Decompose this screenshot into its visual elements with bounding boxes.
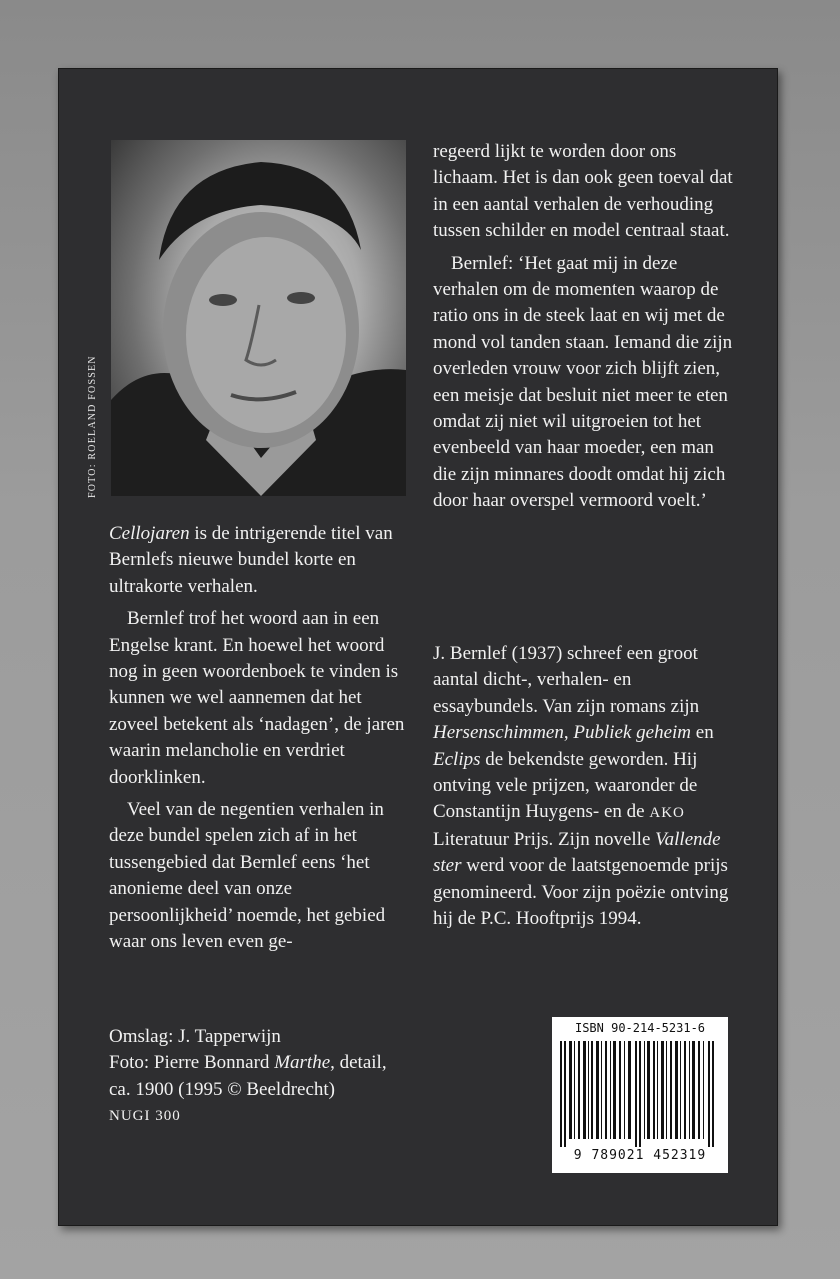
credit-text: , detail, ca. 1900 (1995 © Beeldrecht) bbox=[109, 1052, 387, 1100]
blurb-left-column bbox=[109, 521, 409, 956]
bio-book-title: Vallende ster bbox=[433, 828, 721, 877]
isbn-label: ISBN 90-214-5231-6 bbox=[574, 1021, 706, 1035]
photo-credit: FOTO: ROELAND FOSSEN bbox=[87, 355, 98, 498]
book-back-cover bbox=[58, 68, 778, 1226]
barcode-bars bbox=[558, 1041, 722, 1147]
bio-text: Literatuur Prijs. Zijn novelle bbox=[433, 828, 656, 850]
bio-text: en bbox=[691, 722, 714, 744]
portrait-illustration bbox=[111, 140, 406, 496]
bio-birth-year: (1937) bbox=[511, 643, 563, 664]
isbn-barcode bbox=[552, 1017, 728, 1173]
bio-text: werd voor de laatstgenoemde prijs genomineerd. Voor zijn poëzie ontving hij de P.C. Hooftprijs bbox=[433, 855, 729, 930]
bio-book-title: Publiek geheim bbox=[573, 722, 692, 744]
blurb-paragraph-5: Bernlef: ‘Het gaat mij in deze verhalen om de momenten waarop de ratio ons in de steek laat en wij met de mond vol tanden staan. Iemand die zijn overleden vrouw voor zich blijft zien, een meisje dat besluit niet meer te eten omdat zij niet wil uitgroeien tot het evenbeeld van haar moeder, een man die zijn minnares doodt omdat hij zich door haar overspel vermoord voelt.’ bbox=[433, 252, 733, 512]
nugi-code: NUGI 300 bbox=[109, 1108, 181, 1125]
blurb-text: is de intrigerende titel van Bernlefs nieuwe bundel korte en ultrakorte verhalen. bbox=[109, 523, 393, 597]
blurb-paragraph-3: Veel van de negentien verhalen in deze bundel spelen zich af in het tussengebied dat Bernlef eens ‘het anonieme deel van onze persoonlijkheid’ noemde, het gebied waar ons leven even ge- bbox=[109, 799, 386, 953]
credit-text: Foto: Pierre Bonnard bbox=[109, 1052, 275, 1074]
bio-text: schreef een groot aantal dicht-, verhalen- en essaybundels. Van zijn romans zijn bbox=[433, 643, 700, 717]
painting-title: Marthe bbox=[274, 1052, 331, 1074]
cover-credits bbox=[109, 1024, 409, 1130]
bio-text: . bbox=[636, 908, 642, 930]
bio-text: J. Bernlef bbox=[433, 643, 512, 664]
blurb-paragraph-1 bbox=[109, 521, 409, 600]
blurb-right-column bbox=[433, 139, 733, 515]
bio-prize-year: 1994 bbox=[598, 908, 637, 930]
cover-design-credit: Omslag: J. Tapperwijn bbox=[109, 1026, 281, 1047]
ean-number: 9 789021 452319 bbox=[573, 1148, 707, 1163]
blurb-paragraph-2: Bernlef trof het woord aan in een Engelse krant. En hoewel het woord nog in geen woordenboek te vinden is kunnen we wel aannemen dat het zoveel betekent als ‘nadagen’, de jaren waarin melancholie en verdriet doorklinken. bbox=[109, 608, 405, 788]
bio-book-title: Hersenschimmen bbox=[433, 722, 564, 744]
blurb-paragraph-4: regeerd lijkt te worden door ons lichaam. Het is dan ook geen toeval dat in een aantal verhalen de verhouding tussen schilder en model centraal staat. bbox=[433, 141, 733, 242]
bio-paragraph bbox=[433, 641, 733, 932]
author-bio bbox=[433, 641, 733, 932]
bio-text: de bekendste geworden. Hij ontving vele prijzen, waaronder de Constantijn Huygens- en de bbox=[433, 748, 698, 823]
bio-ako: AKO bbox=[649, 805, 685, 822]
author-portrait-photo bbox=[111, 140, 406, 496]
book-title: Cellojaren bbox=[109, 523, 190, 544]
cover-photo-credit bbox=[109, 1050, 409, 1103]
bio-text: , bbox=[563, 722, 574, 744]
bio-book-title: Eclips bbox=[433, 748, 481, 770]
